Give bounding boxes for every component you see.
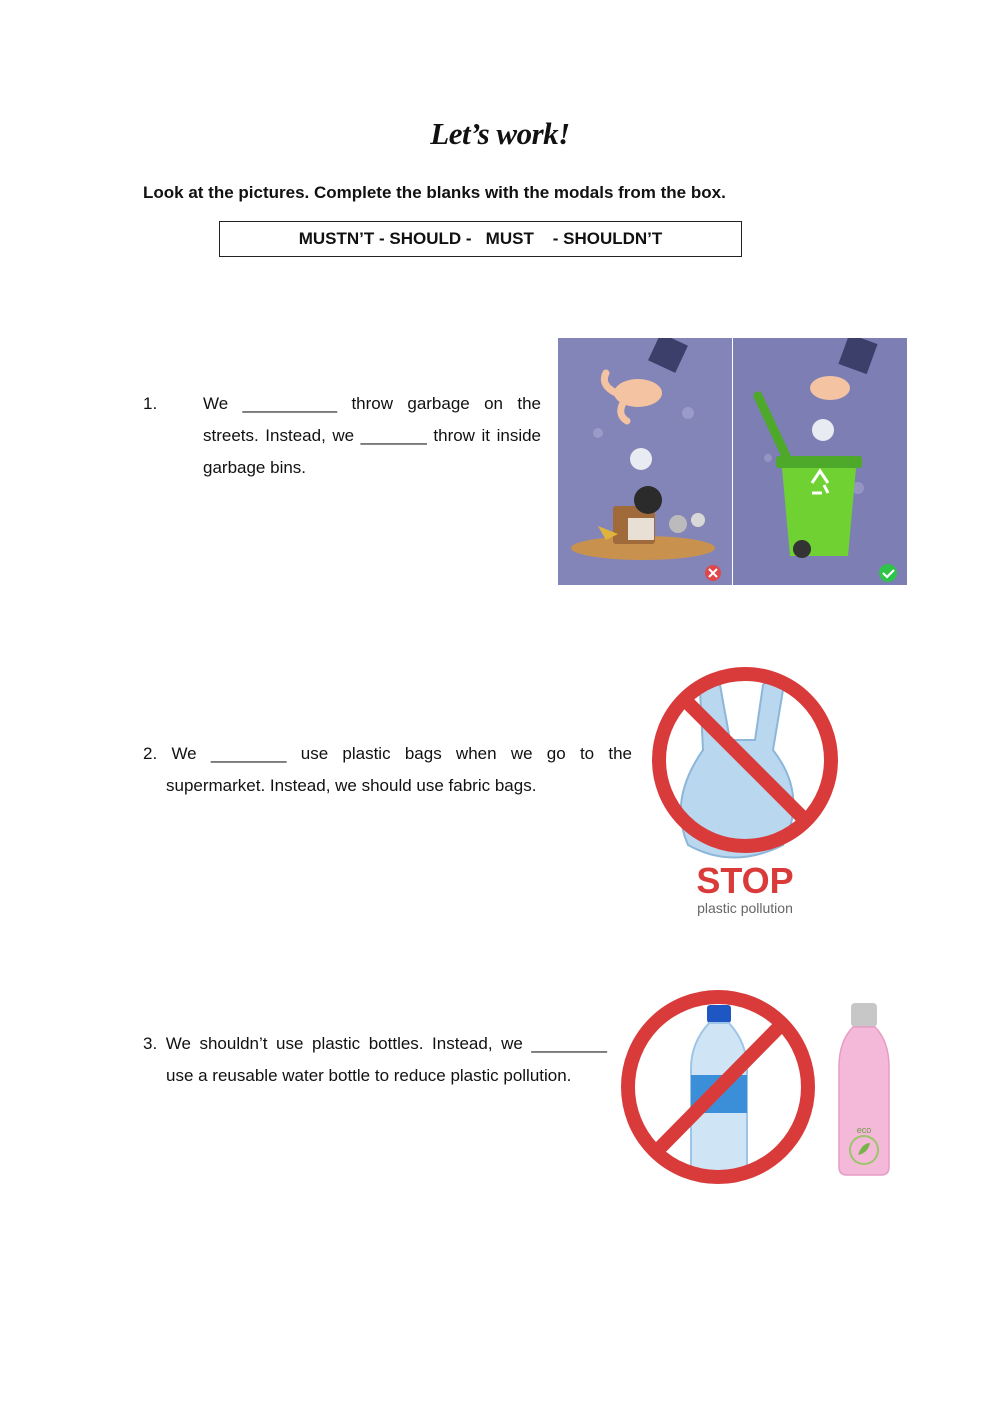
question-text: We __________ throw garbage on the streets. Instead, we _______ throw it inside garbage bins.	[203, 394, 541, 477]
check-icon	[879, 564, 897, 582]
stop-subtitle: plastic pollution	[697, 900, 793, 916]
question-2	[143, 738, 632, 802]
stop-plastic-bag-illustration	[630, 655, 870, 925]
worksheet-title: Let’s work!	[430, 116, 570, 151]
modal-word-box: MUSTN’T - SHOULD - MUST - SHOULDN’T	[219, 221, 742, 257]
question-3	[143, 1028, 607, 1092]
stop-text: STOP	[696, 860, 794, 901]
bottle-illustration	[615, 985, 905, 1190]
instruction-text: Look at the pictures. Complete the blanks with the modals from the box.	[143, 183, 726, 202]
paper-ball-icon	[630, 448, 652, 470]
paper-ball-icon	[812, 419, 834, 441]
reusable-bottle-icon	[839, 1003, 889, 1175]
question-number: 1.	[143, 394, 158, 413]
question-text: We ________ use plastic bags when we go to the supermarket. Instead, we should use fabric bags.	[166, 744, 632, 795]
question-1	[143, 388, 541, 484]
question-number: 3.	[143, 1034, 158, 1053]
question-number: 2.	[143, 744, 158, 763]
garbage-illustration	[558, 338, 907, 585]
bottle-label: eco	[856, 1125, 872, 1135]
question-text: We shouldn’t use plastic bottles. Instead, we ________ use a reusable water bottle to reduce plastic pollution.	[165, 1034, 607, 1085]
